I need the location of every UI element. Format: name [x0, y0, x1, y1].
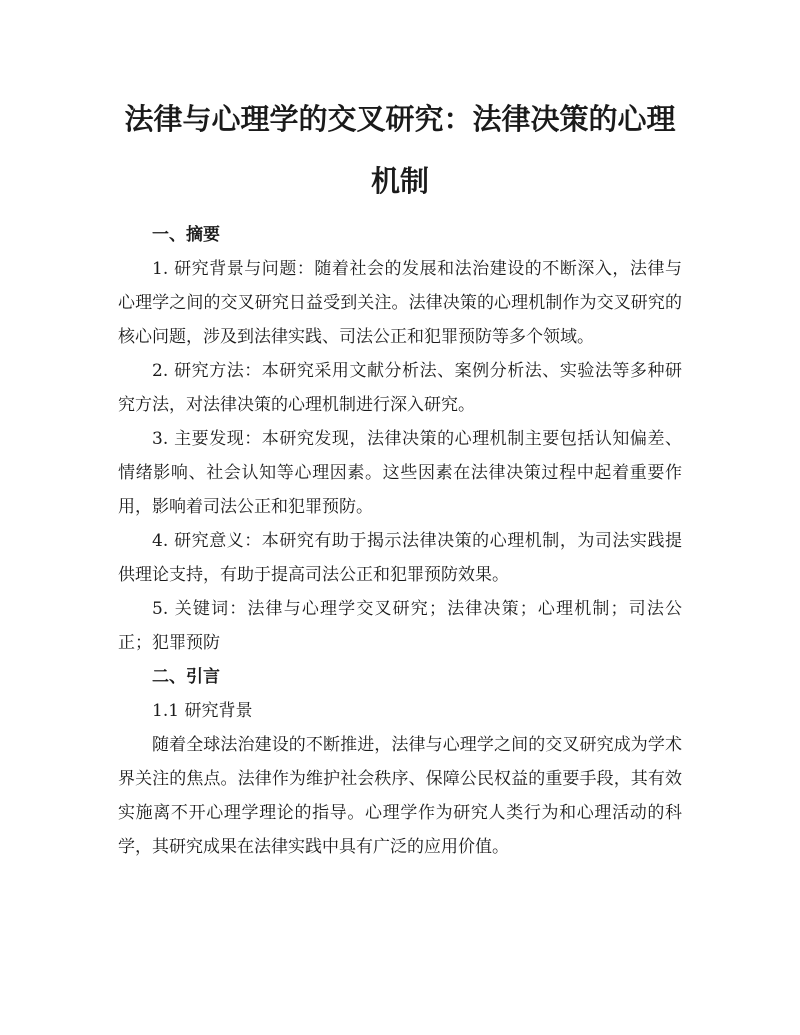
- abstract-item-2: 2. 研究方法：本研究采用文献分析法、案例分析法、实验法等多种研究方法，对法律决策的心理机制进行深入研究。: [118, 361, 682, 415]
- abstract-item-1: 1. 研究背景与问题：随着社会的发展和法治建设的不断深入，法律与心理学之间的交叉研究日益受到关注。法律决策的心理机制作为交叉研究的核心问题，涉及到法律实践、司法公正和犯罪预防等多个领域。: [118, 259, 682, 347]
- intro-subheading: 1.1 研究背景: [152, 701, 253, 721]
- abstract-item-4: 4. 研究意义：本研究有助于揭示法律决策的心理机制，为司法实践提供理论支持，有助于提高司法公正和犯罪预防效果。: [118, 531, 682, 585]
- abstract-item-3: 3. 主要发现：本研究发现，法律决策的心理机制主要包括认知偏差、情绪影响、社会认知等心理因素。这些因素在法律决策过程中起着重要作用，影响着司法公正和犯罪预防。: [118, 429, 682, 517]
- document-page: [118, 0, 682, 864]
- abstract-heading: 一、摘要: [152, 225, 220, 245]
- document-body: [118, 218, 682, 864]
- document-title: 法律与心理学的交叉研究：法律决策的心理机制: [124, 102, 676, 198]
- intro-heading: 二、引言: [152, 667, 220, 687]
- abstract-item-5: 5. 关键词：法律与心理学交叉研究；法律决策；心理机制；司法公正；犯罪预防: [118, 599, 682, 653]
- intro-paragraph: 随着全球法治建设的不断推进，法律与心理学之间的交叉研究成为学术界关注的焦点。法律作为维护社会秩序、保障公民权益的重要手段，其有效实施离不开心理学理论的指导。心理学作为研究人类行为和心理活动的科学，其研究成果在法律实践中具有广泛的应用价值。: [118, 735, 682, 857]
